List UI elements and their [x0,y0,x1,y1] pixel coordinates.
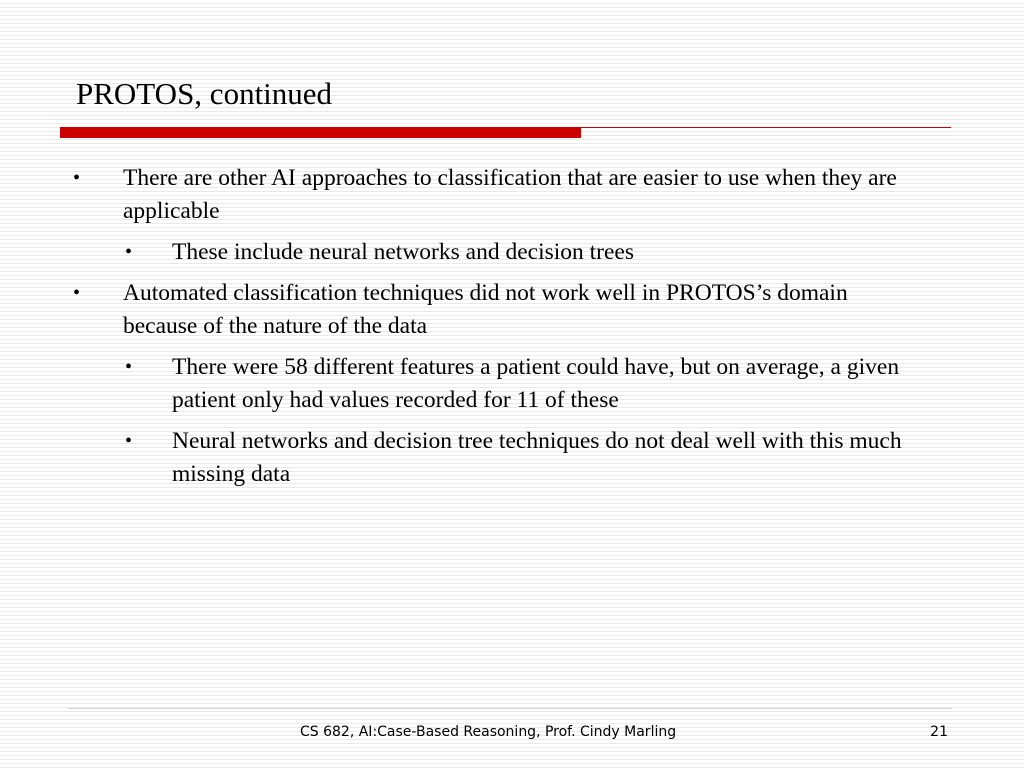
sub-bullet-item [0,425,952,491]
bullet-text: There are other AI approaches to classification that are easier to use when they are applicable [123,165,897,224]
sub-bullet-item [0,236,952,269]
bullet-text: Neural networks and decision tree techniques do not deal well with this much missing data [172,428,902,487]
bullet-icon: • [125,241,133,263]
page-number: 21 [930,724,948,740]
bullet-icon: • [73,282,81,304]
bullet-item [0,277,913,343]
bullet-text: There were 58 different features a patient could have, but on average, a given patient only had values recorded for 11 of these [172,354,900,413]
title-accent-line [581,127,951,128]
slide-title: PROTOS, continued [76,76,333,111]
footer-divider [68,708,952,709]
bullet-text: These include neural networks and decision trees [172,239,635,265]
title-accent-bar [60,127,581,138]
sub-bullet-item [0,351,952,417]
bullet-icon: • [73,167,81,189]
bullet-text: Automated classification techniques did not work well in PROTOS’s domain because of the nature of the data [123,280,848,339]
bullet-icon: • [125,356,133,378]
bullet-icon: • [125,430,133,452]
footer-text: CS 682, AI:Case-Based Reasoning, Prof. Cindy Marling [300,724,677,740]
bullet-item [0,162,913,228]
bullet-list [0,162,1024,499]
